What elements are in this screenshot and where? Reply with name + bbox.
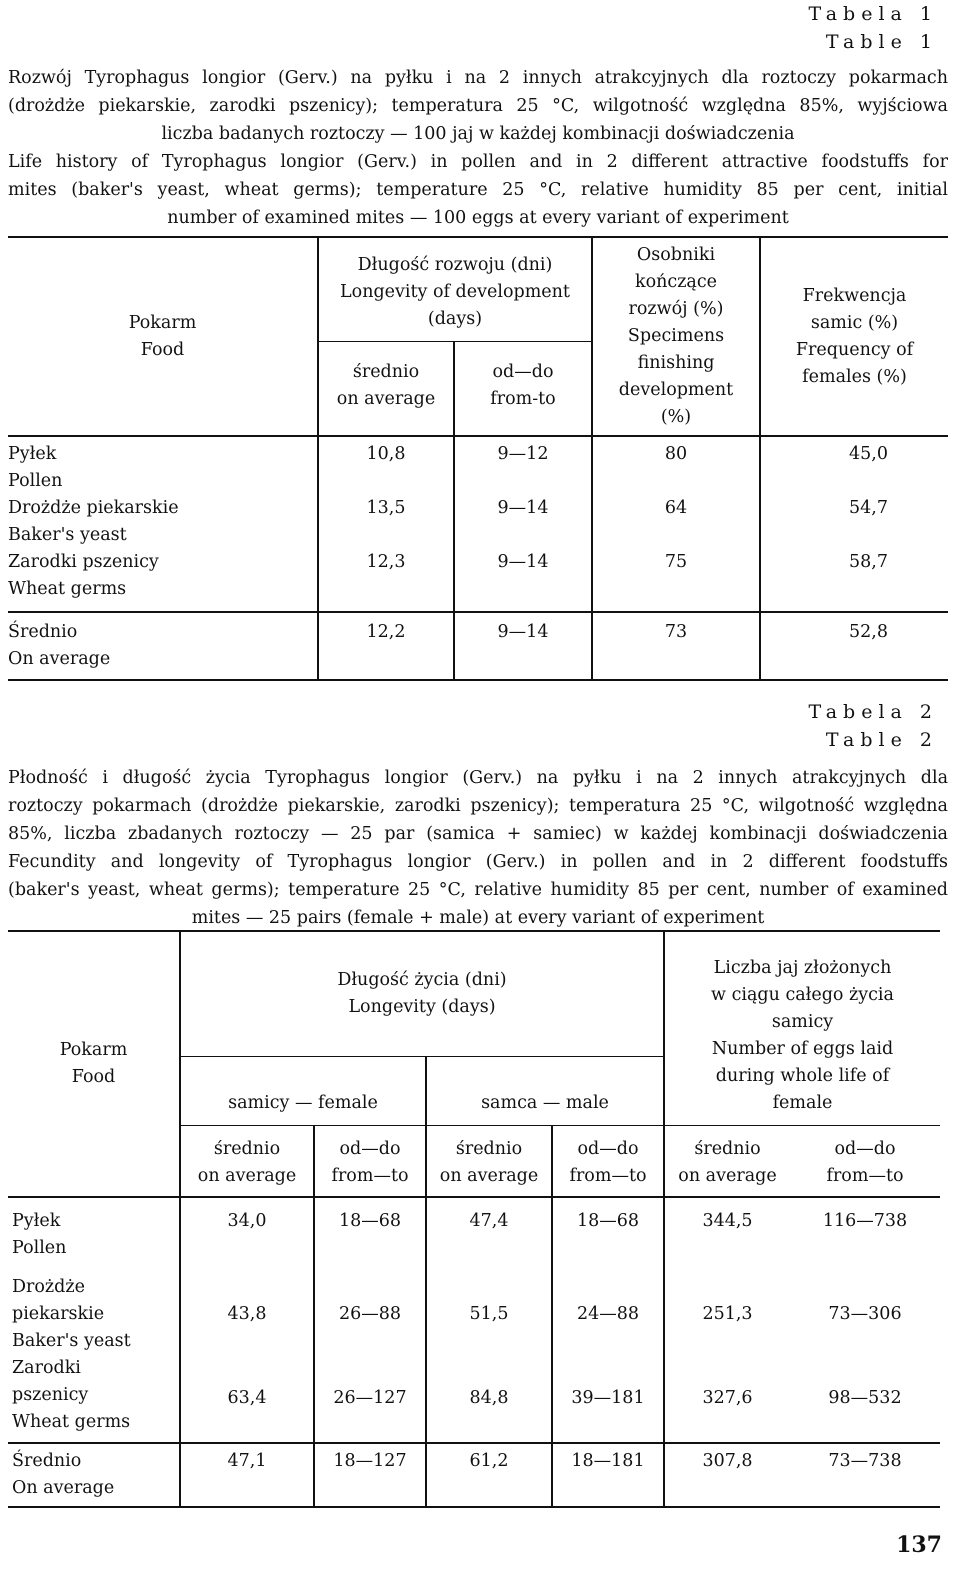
table1-avg-cell: 13,5 — [318, 495, 454, 549]
table1-header-average: średnio on average — [318, 341, 454, 435]
table2-male-range-cell: 18—181 — [552, 1443, 664, 1507]
table2-header-female: samicy — female — [180, 1057, 426, 1126]
table1-food-cell: Drożdże piekarskie Baker's yeast — [8, 498, 179, 545]
table2-label — [809, 698, 938, 754]
table2-male-avg-cell: 84,8 — [426, 1355, 552, 1443]
table2-caption-pl-line: roztoczy pokarmach (drożdże piekarskie, zarodki pszenicy); temperatura 25 °C, wilgotność względna — [8, 796, 948, 816]
table1-food-cell: Średnio On average — [8, 612, 318, 680]
table1-avg-cell: 12,2 — [318, 612, 454, 680]
table2-male-range-cell: 18—68 — [552, 1197, 664, 1274]
page-number: 137 — [896, 1532, 942, 1558]
table2-header-longevity: Długość życia (dni) Longevity (days) — [180, 931, 664, 1057]
table1-header-females: Frekwencja samic (%) Frequency of females (%) — [760, 238, 948, 435]
table1-caption-pl-line: (drożdże piekarskie, zarodki pszenicy); temperatura 25 °C, wilgotność względna 85%, wyjściowa — [8, 96, 948, 116]
table2-female-avg-cell: 63,4 — [180, 1355, 314, 1443]
table2-eggs-avg-cell: 327,6 — [664, 1355, 790, 1443]
table1-food-cell: Pyłek Pollen — [8, 444, 63, 491]
table1-range-cell: 9—14 — [454, 612, 592, 680]
table2-male-avg-cell: 51,5 — [426, 1274, 552, 1355]
table2-header-male-average: średnio on average — [426, 1126, 552, 1198]
table2-eggs-avg-cell: 344,5 — [664, 1197, 790, 1274]
table1 — [8, 236, 948, 681]
table-row — [8, 1197, 940, 1274]
table2-header-eggs-range: od—do from—to — [790, 1126, 940, 1198]
table1-range-cell: 9—14 — [454, 549, 592, 612]
table2-eggs-avg-cell: 251,3 — [664, 1274, 790, 1355]
table2-food-cell: Zarodki pszenicy Wheat germs — [12, 1358, 131, 1432]
table2-food-cell: Drożdże piekarskie Baker's yeast — [12, 1277, 131, 1351]
table2-eggs-avg-cell: 307,8 — [664, 1443, 790, 1507]
table2-label-en: Table 2 — [825, 729, 938, 751]
table1-caption-pl-line: Rozwój Tyrophagus longior (Gerv.) na pyłku i na 2 innych atrakcyjnych dla roztoczy pokarmach — [8, 68, 948, 88]
table1-caption-en-line: Life history of Tyrophagus longior (Gerv.) in pollen and in 2 different attractive foodstuffs for — [8, 152, 948, 172]
table1-caption-pl-line: liczba badanych roztoczy — 100 jaj w każdej kombinacji doświadczenia — [161, 124, 795, 144]
table1-header-finishing: Osobniki kończące rozwój (%) Specimens finishing development (%) — [592, 238, 760, 435]
table1-caption — [8, 64, 948, 232]
table2-female-avg-cell: 34,0 — [180, 1197, 314, 1274]
table-row — [8, 495, 948, 549]
table2-header-male-range: od—do from—to — [552, 1126, 664, 1198]
table2-male-avg-cell: 47,4 — [426, 1197, 552, 1274]
table2-average-row — [8, 1443, 940, 1507]
table2-food-cell: Pyłek Pollen — [12, 1211, 67, 1258]
table2-male-range-cell: 24—88 — [552, 1274, 664, 1355]
table2-female-avg-cell: 43,8 — [180, 1274, 314, 1355]
table1-avg-cell: 10,8 — [318, 436, 454, 495]
table1-header-development: Długość rozwoju (dni) Longevity of development (days) — [318, 238, 592, 341]
table1-label — [809, 0, 938, 56]
table2-female-range-cell: 18—127 — [314, 1443, 426, 1507]
table1-label-pl: Tabela 1 — [808, 3, 938, 25]
table-row — [8, 549, 948, 612]
table1-finishing-cell: 73 — [592, 612, 760, 680]
table2-header-male: samca — male — [426, 1057, 664, 1126]
table1-finishing-cell: 80 — [592, 436, 760, 495]
table2-header-eggs: Liczba jaj złożonych w ciągu całego życia samicy Number of eggs laid during whole life of female — [664, 931, 940, 1126]
table2-eggs-range-cell: 116—738 — [822, 1211, 908, 1231]
table1-range-cell: 9—14 — [454, 495, 592, 549]
table2-eggs-range-cell: 73—738 — [790, 1443, 940, 1507]
table1-avg-cell: 12,3 — [318, 549, 454, 612]
table-row — [8, 1274, 940, 1355]
table1-finishing-cell: 64 — [592, 495, 760, 549]
table1-food-cell: Zarodki pszenicy Wheat germs — [8, 552, 159, 599]
table2-female-range-cell: 18—68 — [314, 1197, 426, 1274]
table2 — [8, 930, 940, 1508]
table1-females-cell: 58,7 — [760, 549, 948, 612]
table1-header-food: Pokarm Food — [128, 312, 197, 360]
table1-females-cell: 45,0 — [760, 436, 948, 495]
table1-label-en: Table 1 — [825, 31, 938, 53]
table2-female-avg-cell: 47,1 — [180, 1443, 314, 1507]
table1-females-cell: 52,8 — [760, 612, 948, 680]
table2-header-female-range: od—do from—to — [314, 1126, 426, 1198]
table1-caption-en-line: number of examined mites — 100 eggs at every variant of experiment — [167, 208, 789, 228]
table-row — [8, 436, 948, 495]
table2-caption-en-line: mites — 25 pairs (female + male) at every variant of experiment — [191, 908, 765, 928]
table2-label-pl: Tabela 2 — [808, 701, 938, 723]
table2-male-range-cell: 39—181 — [552, 1355, 664, 1443]
table2-eggs-range-cell: 98—532 — [828, 1388, 902, 1408]
table2-caption — [8, 764, 948, 932]
table2-eggs-range-cell: 73—306 — [828, 1304, 902, 1324]
table1-finishing-cell: 75 — [592, 549, 760, 612]
table2-female-range-cell: 26—88 — [314, 1274, 426, 1355]
table2-caption-pl-line: 85%, liczba zbadanych roztoczy — 25 par (samica + samiec) w każdej kombinacji doświadczenia — [8, 824, 948, 844]
table2-male-avg-cell: 61,2 — [426, 1443, 552, 1507]
table2-female-range-cell: 26—127 — [314, 1355, 426, 1443]
table2-header-food: Pokarm Food — [8, 931, 180, 1197]
table1-range-cell: 9—12 — [454, 436, 592, 495]
table1-caption-en-line: mites (baker's yeast, wheat germs); temperature 25 °C, relative humidity 85 per cent, initial — [8, 180, 948, 200]
table2-header-eggs-average: średnio on average — [664, 1126, 790, 1198]
table1-header-range: od—do from-to — [454, 341, 592, 435]
table2-header-female-average: średnio on average — [180, 1126, 314, 1198]
table2-caption-en-line: Fecundity and longevity of Tyrophagus longior (Gerv.) in pollen and in 2 different foodstuffs — [8, 852, 948, 872]
table2-food-cell: Średnio On average — [8, 1443, 180, 1507]
table2-caption-en-line: (baker's yeast, wheat germs); temperature 25 °C, relative humidity 85 per cent, number of examined — [8, 880, 948, 900]
table2-caption-pl-line: Płodność i długość życia Tyrophagus longior (Gerv.) na pyłku i na 2 innych atrakcyjnych dla — [8, 768, 948, 788]
table1-average-row — [8, 612, 948, 680]
table-row — [8, 1355, 940, 1443]
table1-females-cell: 54,7 — [760, 495, 948, 549]
